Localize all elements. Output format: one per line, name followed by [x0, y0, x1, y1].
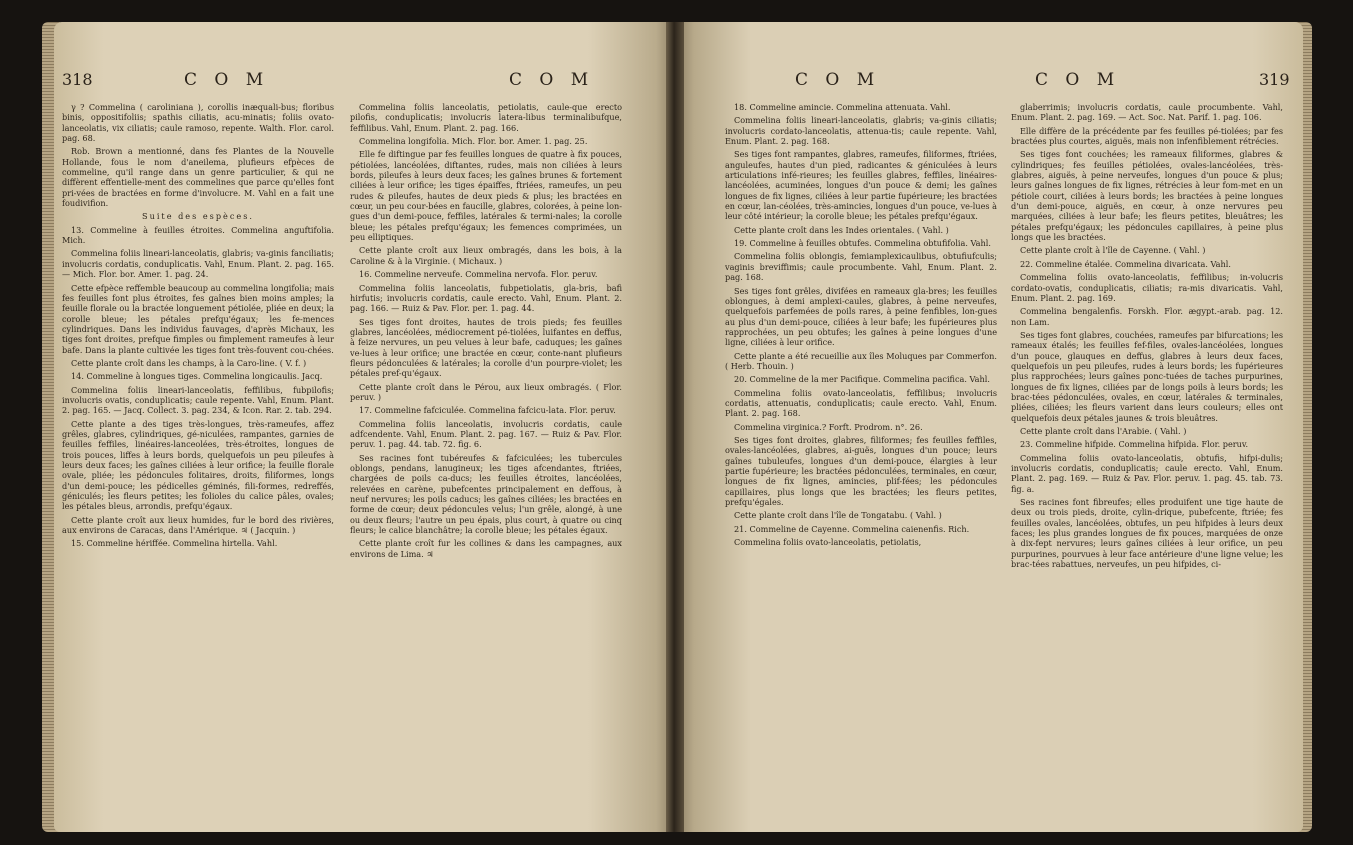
page-number-right: 319: [1259, 70, 1290, 89]
left-page-column-2: [350, 102, 622, 562]
paragraph: Ses tiges font grêles, divifées en rameaux gla-bres; les feuilles oblongues, à demi amplexi-caules, glabres, à peine nerveufes, quelquefois parfemées de poils rares, à peine fenfibles, lon-gues au plus d'un demi-pouce, ciliées à leur bafe; les fupérieures plus rapprochées, un peu obtufes; les gaînes à peine longues d'une ligne, ciliées à leur orifice.: [725, 285, 997, 348]
paragraph: Commelina foliis ovato-lanceolatis, feffilibus; in-volucris cordato-ovatis, conduplicatis, ciliatis; ra-mis divaricatis. Vahl, Enum. Plant. 2. pag. 169.: [1011, 272, 1283, 303]
paragraph: γ ? Commelina ( caroliniana ), corollis inæquali-bus; floribus binis, oppositifoliis; spathis ciliatis, acu-minatis; foliis ovato-lanceolatis, vix ciliatis; caule ramoso, repente. Walth. Flor. carol. pag. 68.: [62, 102, 334, 144]
paragraph: 22. Commeline étalée. Commelina divaricata. Vahl.: [1020, 258, 1231, 269]
paragraph: Cette plante croît aux lieux humides, fur le bord des rivières, aux environs de Caracas, dans l'Amérique. ♃ ( Jacquin. ): [62, 514, 334, 536]
page-number-left: 318: [62, 70, 93, 89]
paragraph: 15. Commeline hériffée. Commelina hirtella. Vahl.: [71, 538, 278, 549]
paragraph: Ses racines font tubéreufes & fafciculées; les tubercules oblongs, pendans, lanugineux; les tiges afcendantes, ftriées, chargées de poils ca-ducs; les feuilles étroites, lancéolées, relevées en carène, pubefcentes principalement en deffous, à neuf nervures; les poils caducs; les gaînes ciliées; les bractées en forme de cœur; deux pédoncules velus; l'un grêle, alongé, à une ou deux fleurs; l'autre un peu épais, plus court, à quatre ou cinq fleurs; le calice blanchâtre; la corolle bleue; les pétales égaux.: [350, 452, 622, 536]
paragraph: Commelina foliis lineari-lanceolatis, glabris; va-ginis ciliatis; involucris cordato-lanceolatis, attenua-tis; caule repente. Vahl, Enum. Plant. 2. pag. 168.: [725, 115, 997, 147]
paragraph: Cette plante croît aux lieux ombragés, dans les bois, à la Caroline & à la Virginie. ( Michaux. ): [350, 245, 622, 266]
paragraph: Ses tiges font rampantes, glabres, rameufes, filiformes, ftriées, anguleufes, hautes d'un pied, radicantes & géniculées à leurs articulations infé-rieures; les feuilles glabres, feffiles, linéaires-lancéolées, acuminées, longues d'un pouce & demi; les gaînes longues de fix lignes, ciliées à leur partie fupérieure; les bractées en cœur, lan-céolées, très-amincies, longues d'un pouce, ve-lues à leur côté intérieur; la corolle bleue; les pétales prefqu'égaux.: [725, 149, 997, 222]
paragraph: 14. Commeline à longues tiges. Commelina longicaulis. Jacq.: [71, 371, 323, 382]
running-head-right-2: C O M: [1035, 70, 1121, 90]
paragraph: Cette plante a des tiges très-longues, très-rameufes, affez grêles, glabres, cylindriques, gé-niculées, rampantes, garnies de feuilles feffiles, linéaires-lanceolées, très-étroites, longues de trois pouces, liffes à leurs bords, quelquefois un peu pileufes à leurs deux faces; les gaînes ciliées à leur orifice; la feuille florale ovale, pliée; les pédoncules folitaires, droits, filiformes, longs d'un demi-pouce; les pédicelles géminés, fili-formes, redreffés, géniculés; les fleurs petites; les folioles du calice pâles, ovales; les pétales bleus, arrondis, prefqu'égaux.: [62, 418, 334, 512]
paragraph: Commelina foliis lanceolatis, involucris cordatis, caule adfcendente. Vahl, Enum. Plant. 2. pag. 167. — Ruiz & Pav. Flor. peruv. 1. pag. 44. tab. 72. fig. 6.: [350, 418, 622, 450]
paragraph: Ses tiges font couchées; les rameaux filiformes, glabres & cylindriques; fes feuilles pétiolées, ovales-lancéolées, très-glabres, aiguës, à peine nerveufes, longues d'un pouce & plus; leurs gaînes longues de fix lignes, rétrécies à leur fom-met en un pétiole court, ciliées à leurs bords; les bractées à peine longues d'un demi-pouce, aiguës, en cœur, à onze nervures peu marquées, ciliées à leur bafe; les fleurs petites, bleuâtres; les pétales prefqu'égaux; les pédoncules capillaires, à peine plus longs que les bractées.: [1011, 149, 1283, 243]
paragraph: Commelina foliis ovato-lanceolatis, obtufis, hifpi-dulis; involucris cordatis, conduplicatis; caule erecto. Vahl, Enum. Plant. 2. pag. 169. — Ruiz & Pav. Flor. peruv. 1. pag. 45. tab. 73. fig. a.: [1011, 452, 1283, 494]
paragraph: Commelina longifolia. Mich. Flor. bor. Amer. 1. pag. 25.: [359, 136, 588, 147]
paragraph: Cette efpèce reffemble beaucoup au commelina longifolia; mais fes feuilles font plus étroites, fes gaînes bien moins amples; la feuille florale ou la bractée longuement pétiolée, pliée en deux; la corolle bleue; les pétales prefqu'égaux; les fe-mences cylindriques. Dans les individus fauvages, d'après Michaux, les tiges font droites, prefque fimples ou fimplement rameufes à leur bafe. Dans la plante cultivée les tiges font très-fouvent cou-chées.: [62, 282, 334, 355]
paragraph: Commelina foliis ovato-lanceolatis, feffilibus; involucris cordatis, attenuatis, conduplicatis; caule erecto. Vahl, Enum. Plant. 2. pag. 168.: [725, 387, 997, 419]
paragraph: Cette plante croît dans l'île de Tongatabu. ( Vahl. ): [734, 510, 942, 521]
paragraph: Cette plante croît à l'île de Cayenne. ( Vahl. ): [1020, 245, 1206, 256]
paragraph: 20. Commeline de la mer Pacifique. Commelina pacifica. Vahl.: [734, 374, 990, 385]
right-page: [675, 22, 1303, 832]
paragraph: 18. Commeline amincie. Commelina attenuata. Vahl.: [734, 102, 951, 112]
paragraph: Commelina foliis lineari-lanceolatis, glabris; va-ginis fanciliatis; involucris cordatis, conduplicatis. Vahl, Enum. Plant. 2. pag. 165. — Mich. Flor. bor. Amer. 1. pag. 24.: [62, 248, 334, 280]
paragraph: 16. Commeline nerveufe. Commelina nervofa. Flor. peruv.: [359, 269, 598, 280]
paragraph: Rob. Brown a mentionné, dans fes Plantes de la Nouvelle Hollande, fous le nom d'aneilema, plufieurs efpèces de commeline, qu'il range dans un genre particulier, & qui ne diffèrent effentielle-ment des commelines que parce qu'elles font pri-vées de bractées en forme d'involucre. M. Vahl en a fait une foudivifion.: [62, 146, 334, 209]
paragraph: Commelina foliis oblongis, femiamplexicaulibus, obtufiufculis; vaginis breviffimis; caule procumbente. Vahl, Enum. Plant. 2. pag. 168.: [725, 251, 997, 283]
paragraph: Ses tiges font droites, hautes de trois pieds; fes feuilles glabres, lancéolées, médiocrement pé-tiolées, luifantes en deffus, à feize nervures, un peu velues à leur bafe, caduques; les gaînes ve-lues à leur orifice; une bractée en cœur, conte-nant plufieurs fleurs pédonculées & latérales; la corolle d'un pourpre-violet; les pétales pref-qu'égaux.: [350, 316, 622, 379]
running-head-right-1: C O M: [795, 70, 881, 90]
running-head-left-1: C O M: [184, 70, 270, 90]
running-head-left-2: C O M: [509, 70, 595, 90]
paragraph: Cette plante a été recueillie aux îles Moluques par Commerfon. ( Herb. Thouin. ): [725, 350, 997, 371]
right-page-column-1: [725, 102, 997, 550]
paragraph: Cette plante croît dans les Indes orientales. ( Vahl. ): [734, 224, 949, 235]
book-gutter: [666, 22, 684, 832]
paragraph: Commelina virginica.? Forft. Prodrom. n°. 26.: [734, 421, 923, 432]
paragraph: Elle fe diftingue par fes feuilles longues de quatre à fix pouces, pétiolées, lancéolées, diftantes, rudes, mais non ciliées à leurs bords, pileufes à leurs deux faces; les gaînes brunes & fortement ciliées à leur orifice; les tiges épaiffes, ftriées, rameufes, un peu rudes & pileufes, hautes de deux pieds & plus; les bractées en cœur, un peu cour-bées en faucille, glabres, colorées, à peine lon-gues d'un demi-pouce, feffiles, latérales & termi-nales; la corolle bleue; les pétales prefqu'égaux; les femences comprimées, un peu elliptiques.: [350, 149, 622, 243]
paragraph: 23. Commeline hifpide. Commelina hifpida. Flor. peruv.: [1020, 439, 1249, 450]
paragraph: Ses tiges font droites, glabres, filiformes; fes feuilles feffiles, ovales-lancéolées, glabres, ai-guës, longues d'un pouce; leurs gaînes tubuleufes, longues d'un demi-pouce, élargies à leur partie fupérieure; les bractées pédonculées, terminales, en cœur, longues de fix lignes, amincies, plif-fées; les pédoncules capillaires, plus longs que les bractées; les fleurs petites, prefqu'égales.: [725, 434, 997, 508]
paragraph: Cette plante croît dans l'Arabie. ( Vahl. ): [1020, 425, 1187, 436]
paragraph: Commelina foliis ovato-lanceolatis, petiolatis,: [734, 537, 922, 548]
paragraph: Commelina foliis lanceolatis, fubpetiolatis, gla-bris, bafi hirfutis; involucris cordatis, caule erecto. Vahl, Enum. Plant. 2. pag. 166. — Ruiz & Pav. Flor. per. 1. pag. 44.: [350, 282, 622, 314]
right-page-column-2: [1011, 102, 1283, 572]
paragraph: 17. Commeline fafciculée. Commelina fafcicu-lata. Flor. peruv.: [359, 405, 616, 416]
paragraph: Commelina bengalenfis. Forskh. Flor. ægypt.-arab. pag. 12. non Lam.: [1011, 306, 1283, 327]
paragraph: Cette plante croît fur les collines & dans les campagnes, aux environs de Lima. ♃: [350, 538, 622, 559]
paragraph: Elle diffère de la précédente par fes feuilles pé-tiolées; par fes bractées plus courtes, aiguës, mais non infenfiblement rétrécies.: [1011, 125, 1283, 147]
paragraph: Suite des espèces.: [142, 211, 254, 222]
paragraph: Cette plante croît dans les champs, à la Caro-line. ( V. f. ): [71, 357, 307, 368]
paragraph: glaberrimis; involucris cordatis, caule procumbente. Vahl, Enum. Plant. 2. pag. 169. — Act. Soc. Nat. Parif. 1. pag. 106.: [1011, 102, 1283, 123]
paragraph: Ses racines font fibreufes; elles produifent une tige haute de deux ou trois pieds, droite, cylin-drique, pubefcente, ftriée; fes feuilles ovales, lancéolées, obtufes, un peu hifpides à leurs deux faces; les plus grandes longues de fix pouces, marquées de onze à dix-fept nervures; leurs gaînes ciliées à leur orifice, un peu purpurines, pourvues à leur face antérieure d'une ligne velue; les brac-tées rabattues, nerveufes, un peu hifpides, ci-: [1011, 497, 1283, 570]
paragraph: Commelina foliis lanceolatis, petiolatis, caule-que erecto pilofis, conduplicatis; involucris latera-libus terminalibufque, feffilibus. Vahl, Enum. Plant. 2. pag. 166.: [350, 102, 622, 133]
paragraph: Cette plante croît dans le Pérou, aux lieux ombragés. ( Flor. peruv. ): [350, 381, 622, 402]
paragraph: Ses tiges font glabres, couchées, rameufes par bifurcations; les rameaux étalés; les feuilles fef-files, ovales-lancéolées, longues d'un pouce, glauques en deffus, glabres à leurs deux faces, quelquefois un peu pileufes, rudes à leurs bords; les fupérieures plus rapprochées; leurs gaînes ponc-tuées de taches purpurines, longues de fix lignes, ciliées par de longs poils à leurs bords; les brac-tées pédonculées, ovales, en cœur, latérales & terminales, pliées, ciliées; les fleurs varient dans leurs couleurs; elles ont quelquefois deux pétales jaunes & trois bleuâtres.: [1011, 329, 1283, 423]
left-page-column-1: [62, 102, 334, 552]
paragraph: 21. Commeline de Cayenne. Commelina caienenfis. Rich.: [734, 523, 970, 534]
paragraph: 19. Commeline à feuilles obtufes. Commelina obtufifolia. Vahl.: [734, 238, 991, 249]
paragraph: Commelina foliis lineari-lanceolatis, feffilibus, fubpilofis; involucris ovatis, conduplicatis; caule repente. Vahl, Enum. Plant. 2. pag. 165. — Jacq. Collect. 3. pag. 234, & Icon. Rar. 2. tab. 294.: [62, 384, 334, 416]
left-page: [54, 22, 675, 832]
paragraph: 13. Commeline à feuilles étroites. Commelina anguftifolia. Mich.: [62, 224, 334, 246]
